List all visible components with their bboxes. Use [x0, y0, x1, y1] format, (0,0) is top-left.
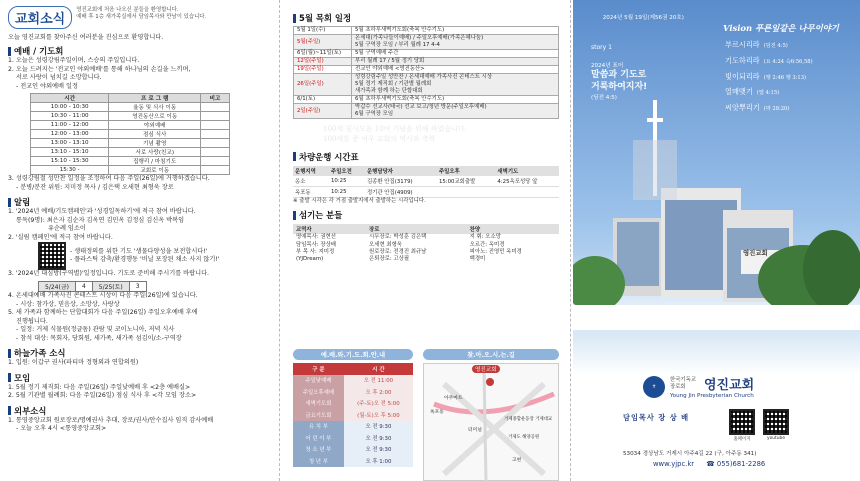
table-row	[31, 103, 230, 112]
table-header: 비고	[201, 94, 230, 103]
schedule-date: 26일(주일)	[294, 74, 352, 96]
schedule-text: 5월 구역예배 주간	[352, 50, 559, 58]
map-title: 찾.아.오.시.는.길	[423, 349, 559, 360]
visit-boxes	[38, 281, 147, 292]
notice-item: 5. 새 가족과 함께하는 단합대회가 다음 주일(26일) 주일오후예배 후에	[8, 309, 198, 317]
table-cell: 율동 및 식사 이동	[109, 103, 201, 112]
bus-note: ※ 출발 시각은 각 거점 출발지에서 출발하는 시각입니다.	[293, 197, 426, 204]
notice-item: - 일정: 거제 식물원(정글돔) 관람 및 코이노니아, 저녁 식사	[16, 326, 175, 334]
section-bar-icon	[8, 198, 11, 207]
table-cell: 명예목사: 권현선	[296, 234, 336, 241]
visit-date: 5/24(금)	[39, 282, 76, 292]
table-cell: 10:25	[329, 186, 365, 197]
news-logo: 교회소식	[8, 6, 72, 29]
toc-title: 열매맺기	[725, 87, 753, 97]
notice-item: 유순례 임소이	[48, 225, 86, 233]
schedule-panel	[283, 0, 571, 481]
table-cell: 15:30 -	[31, 166, 109, 175]
church-address: 53034 경상남도 거제시 아주4길 22 (구, 아주동 341)	[623, 451, 757, 457]
schedule-date: 12일(주일)	[294, 58, 352, 66]
church-sign: 영진교회	[743, 249, 768, 257]
table-cell	[201, 103, 230, 112]
table-cell: 10:30 - 11:00	[31, 112, 109, 121]
news-panel	[0, 0, 280, 481]
table-cell: 점심 식사	[109, 130, 201, 139]
table-row	[293, 186, 559, 197]
motto-title: 거룩하여지자!	[591, 82, 648, 93]
website-link[interactable]: www.yjpc.kr	[653, 460, 695, 468]
table-cell: 교회로 이동	[109, 166, 201, 175]
schedule-row	[294, 66, 559, 74]
serve-table	[293, 224, 559, 263]
table-cell: 정기관 안집(4909)	[365, 186, 437, 197]
table-cell: 오세현 최형욱	[369, 241, 403, 248]
table-cell: 시무장로: 박성훈 김은택	[369, 234, 427, 241]
toc-ref: (행 2:46 행 3:13)	[763, 74, 807, 81]
worship-time: (월-토)오 후 5:00	[344, 409, 413, 421]
table-cell: 야외예배	[109, 121, 201, 130]
section-family: 하늘가족 소식	[8, 347, 271, 359]
table-row	[31, 139, 230, 148]
brand-name: 영진교회	[704, 378, 755, 393]
table-row	[293, 421, 413, 433]
notice-item: 3. '2024년 대심방(구역별)'일정입니다. 기도로 준비해 주시기를 바랍니다.	[8, 270, 210, 278]
news-header	[8, 6, 271, 29]
welcome-text: 오늘 영진교회를 찾아주신 여러분을 진심으로 환영합니다.	[8, 34, 164, 41]
table-header: 교역자	[293, 224, 366, 234]
youtube-qr[interactable]: youtube	[763, 409, 789, 442]
table-cell	[201, 121, 230, 130]
map-label: 옥포동	[430, 410, 444, 415]
table-row	[293, 386, 413, 398]
notice-item: 2. '실림 캠페인'에 적극 참여 바랍니다.	[8, 233, 113, 241]
toc-ref: (딤전 4:5)	[763, 43, 788, 49]
table-row	[293, 375, 413, 387]
section-worship: 예배 / 기도회	[8, 45, 271, 57]
schedule-date: 19일(주일)	[294, 66, 352, 74]
worship-name: 청 년 부	[293, 455, 344, 467]
header-line: 영진교회에 처음 나오신 분들을 환영합니다.	[76, 7, 179, 13]
table-cell: 서로 사랑(친교)	[109, 148, 201, 157]
worship-time: (주-토)오 전 5:00	[344, 398, 413, 410]
table-cell	[201, 157, 230, 166]
table-row	[31, 121, 230, 130]
schedule-text: 온세대(가족나들이예배) / 주일오후예배(가족은혜나눔) 5월 구역장 모임 / 부리 월례 17 4-4	[352, 35, 559, 50]
may-schedule-table	[293, 26, 559, 119]
schedule-date: 5월 1일(수)	[294, 27, 352, 35]
map-box	[423, 349, 559, 481]
table-row	[31, 130, 230, 139]
toc-title: 씨앗뿌리기	[725, 103, 760, 113]
schedule-row	[294, 58, 559, 66]
section-notice: 알림	[8, 196, 271, 208]
table-cell: 원로장로: 전경진 최규남 은퇴장로: 고상필	[369, 248, 427, 263]
motto-title: 말씀과 기도로	[591, 70, 647, 80]
notice-item: - 시상: 참가상, 믿음상, 소망상, 사랑상	[16, 300, 120, 308]
schedule-date: 6일(월)~11일(토)	[294, 50, 352, 58]
section-bus: 차량운행 시간표	[293, 151, 562, 163]
table-header: 새벽기도	[495, 166, 559, 176]
outside-item: 1. 통영중앙교회 원로장로/명예권사 추대, 장로/권사/안수집사 임직 감사예배	[8, 416, 214, 424]
sermon-block	[591, 44, 647, 101]
vision-title: Vision 푸른잎같은 나무이야기	[723, 23, 839, 33]
worship-time: 오 전 9:30	[344, 421, 413, 433]
table-header: 시간	[31, 94, 109, 103]
toc-item	[725, 56, 813, 66]
toc-ref: (요 4:24 슥6:56,58)	[763, 58, 813, 65]
notice-item: 1. '2024년 예배/기도캠페인'과 '성경일독하기'에 적극 참여 바랍니다.	[8, 208, 196, 216]
family-item: 1. 입원: 이갑구 권사(파티마 정형외과 연합의원)	[8, 359, 139, 367]
homepage-qr[interactable]: 홈페이지	[729, 409, 755, 442]
toc-ref: (엡 4:15)	[756, 90, 780, 97]
section-bar-icon	[293, 14, 296, 23]
qr-code-icon[interactable]	[38, 242, 66, 270]
table-cell: 10:00 - 10:30	[31, 103, 109, 112]
bus-table	[293, 166, 559, 198]
issue-date: 2024년 5월 19일(제56권 20호)	[602, 15, 684, 21]
header-line: 예배 후 1층 새가족실에서 담임목사와 만남이 있습니다.	[76, 14, 207, 21]
schedule-text: 5월 초하루새벽기도회(축복 안수기도)	[352, 27, 559, 35]
notice-item: - 참석 대상: 목회자, 당회원, 새가족, 새가족 섬김이/소-구역장	[16, 334, 182, 342]
church-contact	[653, 460, 765, 468]
worship-name: 주일오후예배	[293, 386, 344, 398]
table-header: 주일오전	[329, 166, 365, 176]
table-header: 시 간	[344, 363, 413, 375]
section-bar-icon	[8, 373, 11, 382]
worship-name: 청 소 년 부	[293, 444, 344, 456]
visit-district: 4	[75, 282, 92, 292]
worship-name: 어 린 이 부	[293, 432, 344, 444]
notice-item: - 생태정의를 위한 기도 '생물다양성을 보전합시다!'	[70, 247, 208, 255]
toc-item	[725, 72, 813, 82]
table-row	[31, 157, 230, 166]
table-cell: 15:10 - 15:30	[31, 157, 109, 166]
church-building-icon	[573, 100, 860, 330]
toc-title: 기도하리라	[725, 55, 760, 65]
visit-district: 3	[129, 282, 146, 292]
toc-title: 빛이되리라	[725, 71, 760, 81]
picnic-schedule-table	[30, 93, 230, 175]
table-cell: 오르간: 옥미경	[469, 241, 505, 248]
table-cell	[437, 186, 495, 197]
motto-ref: (딤전 4:5)	[591, 95, 617, 102]
qr-code-icon	[729, 409, 755, 435]
worship-times-table	[293, 363, 413, 467]
schedule-text: 전교인 야외예배 <영진동산>	[352, 66, 559, 74]
table-row	[293, 432, 413, 444]
worship-time: 오 후 1:00	[344, 455, 413, 467]
worship-time: 오 후 2:00	[344, 386, 413, 398]
table-cell	[201, 139, 230, 148]
table-cell: 12:00 - 13:00	[31, 130, 109, 139]
faded-text: 100세 필사모음 10여 기념을 위해 하였습니다. 100세를 준 여우 교회의 역사와 축복	[323, 125, 467, 143]
worship-item: - 전교인 야외예배 일정	[16, 82, 78, 90]
brand-denomination: 한국기독교 장로회	[670, 377, 697, 390]
table-cell: 담임목사: 장상배	[296, 241, 336, 248]
table-cell	[201, 130, 230, 139]
toc-item	[725, 87, 813, 97]
table-cell: 11:00 - 12:00	[31, 121, 109, 130]
table-row	[293, 409, 413, 421]
map-roads-icon	[424, 364, 560, 481]
table-row	[293, 234, 559, 241]
table-cell: 옥포동	[293, 186, 329, 197]
table-cell: 영진동산으로 이동	[109, 112, 201, 121]
map-label: 터미널	[468, 428, 482, 433]
map-church-label: 영진교회	[472, 365, 500, 373]
table-header: 프 로 그 램	[109, 94, 201, 103]
section-bar-icon	[8, 406, 11, 415]
qr-code-icon	[763, 409, 789, 435]
section-serve: 섬기는 분들	[293, 209, 562, 221]
table-header: 구 분	[293, 363, 344, 375]
church-emblem-icon: ✝	[643, 376, 665, 398]
worship-item: 3. 성령강림절 성만찬 일정을 조정하여 다음 주일(26일)에 거행하겠습니다.	[8, 175, 210, 183]
notice-item: 진행됩니다.	[16, 317, 48, 325]
map-label: 거제종합운동장 거제대교	[504, 417, 553, 422]
map-label: 거제도 해양공원	[508, 435, 540, 440]
table-row	[31, 112, 230, 121]
worship-name: 주일낮예배	[293, 375, 344, 387]
table-row	[31, 148, 230, 157]
cover-panel	[573, 0, 860, 481]
table-row	[293, 398, 413, 410]
table-cell: 13:00 - 13:10	[31, 139, 109, 148]
brand-english: Young Jin Presbyterian Church	[670, 393, 754, 399]
schedule-row	[294, 74, 559, 96]
toc-title: 부르시리라	[725, 40, 760, 49]
schedule-row	[294, 35, 559, 50]
schedule-text: 6월 초하루새벽기도회(축복 안수기도)	[352, 96, 559, 104]
worship-item: 1. 오늘은 성령강림주일이며, 스승의 주일입니다.	[8, 57, 140, 64]
toc-item	[725, 40, 813, 50]
table-cell	[201, 112, 230, 121]
worship-name: 새벽기도회	[293, 398, 344, 410]
story-label: story 1	[591, 44, 612, 51]
table-row	[293, 249, 559, 264]
worship-name: 금요기도회	[293, 409, 344, 421]
table-cell: 4:25옥포성당 앞	[495, 176, 559, 187]
toc-ref: (막 28:20)	[763, 106, 790, 113]
table-cell	[495, 186, 559, 197]
motto-label: 2024년 표어	[591, 63, 624, 69]
table-cell: 김종환 안집(3179)	[365, 176, 437, 187]
phone-number: ☎ 055)681-2286	[706, 460, 766, 468]
pastor-name: 담임목사 장 상 배	[623, 413, 690, 422]
outside-item: - 오늘 오후 4시 <통영중앙교회>	[16, 425, 107, 433]
table-cell: 부 목 사: 지미정 (YJDream)	[296, 248, 335, 263]
table-cell: 지 휘: 오소망	[469, 234, 501, 241]
worship-item: 서로 사랑이 넘치길 소망합니다.	[16, 74, 102, 82]
qr-codes	[729, 409, 789, 442]
schedule-date: 5월(주일)	[294, 35, 352, 50]
map-label: 아주마트	[444, 396, 463, 401]
schedule-text: 박갑수 선교사(태국) 선교 보고/청년 방문(주일오후예배) 6월 구역장 모임	[352, 104, 559, 119]
schedule-text: 성령강림주일 성만찬 / 온세대예배 가족사진 콘테스트 시상 5월 정기 제직회 / 기관별 월례회 새가족과 함께 하는 단합대회	[352, 74, 559, 96]
table-row	[293, 444, 413, 456]
worship-time: 오 전 11:00	[344, 375, 413, 387]
visit-date: 5/25(토)	[92, 282, 129, 292]
meeting-item: 1. 5월 정기 제직회: 다음 주일(26일) 주일낮예배 후 <2층 예배실>	[8, 383, 191, 391]
table-cell: 10:25	[329, 176, 365, 187]
table-row	[293, 242, 559, 249]
schedule-row	[294, 96, 559, 104]
table-header: 운행지역	[293, 166, 329, 176]
table-cell: 옹소	[293, 176, 329, 187]
schedule-text: 부리 월례 17 / 5월 정기 당회	[352, 58, 559, 66]
schedule-date: 6/1(토)	[294, 96, 352, 104]
map-label: 고현	[512, 458, 522, 463]
table-cell	[201, 148, 230, 157]
notice-item: - 플라스틱 감축/환경행동 '비닐 포장된 채소 사지 않기!'	[70, 256, 220, 264]
section-may: 5월 목회 일정	[293, 12, 562, 24]
section-bar-icon	[8, 47, 11, 56]
worship-item: - 분병/분잔 위원: 지미정 목사 / 김은택 오세현 최형욱 장로	[16, 183, 174, 191]
schedule-date: 2일(주일)	[294, 104, 352, 119]
table-header: 찬양	[467, 224, 559, 234]
worship-times-box	[293, 349, 413, 467]
schedule-row	[294, 104, 559, 119]
section-meeting: 모임	[8, 372, 271, 384]
table-cell: 기념 촬영	[109, 139, 201, 148]
worship-times-title: 예.배.와.기.도.회.안.내	[293, 349, 413, 360]
table-header: 운행담당자	[365, 166, 437, 176]
meeting-item: 2. 5월 기관별 월례회: 다음 주일(26일) 점심 식사 후 <각 모임 장소>	[8, 392, 197, 400]
directions-map[interactable]	[423, 363, 559, 481]
worship-name: 유 치 부	[293, 421, 344, 433]
table-cell: 13:10 - 15:10	[31, 148, 109, 157]
table-cell: 집행리 / 마침기도	[109, 157, 201, 166]
notice-item: 통독(9명): 최은자 김순자 김옥연 김민옥 김정심 김신옥 박복임	[16, 216, 185, 224]
table-header: 장로	[366, 224, 467, 234]
table-row	[293, 176, 559, 187]
section-bar-icon	[8, 349, 11, 358]
table-cell	[201, 166, 230, 175]
section-outside: 외부소식	[8, 405, 271, 417]
section-bar-icon	[293, 211, 296, 220]
table-header: 주일오후	[437, 166, 495, 176]
section-bar-icon	[293, 152, 296, 161]
worship-time: 오 전 9:30	[344, 432, 413, 444]
table-cell: 15:00교회출발	[437, 176, 495, 187]
worship-time: 오 전 9:30	[344, 444, 413, 456]
table-cell: 피아노: 진영민 옥미경 백경미	[469, 248, 522, 263]
notice-item: 4. 온세대예배 가족사진 콘테스트 시상이 다음 주일(26일)에 있습니다.	[8, 292, 198, 300]
church-brand	[643, 374, 754, 399]
table-row	[293, 455, 413, 467]
schedule-row	[294, 50, 559, 58]
schedule-row	[294, 27, 559, 35]
worship-item: 2. 오늘 드려지는 '전교인 야외예배'를 통해 하나님의 손길을 느끼며,	[8, 65, 191, 73]
table-row	[31, 166, 230, 175]
